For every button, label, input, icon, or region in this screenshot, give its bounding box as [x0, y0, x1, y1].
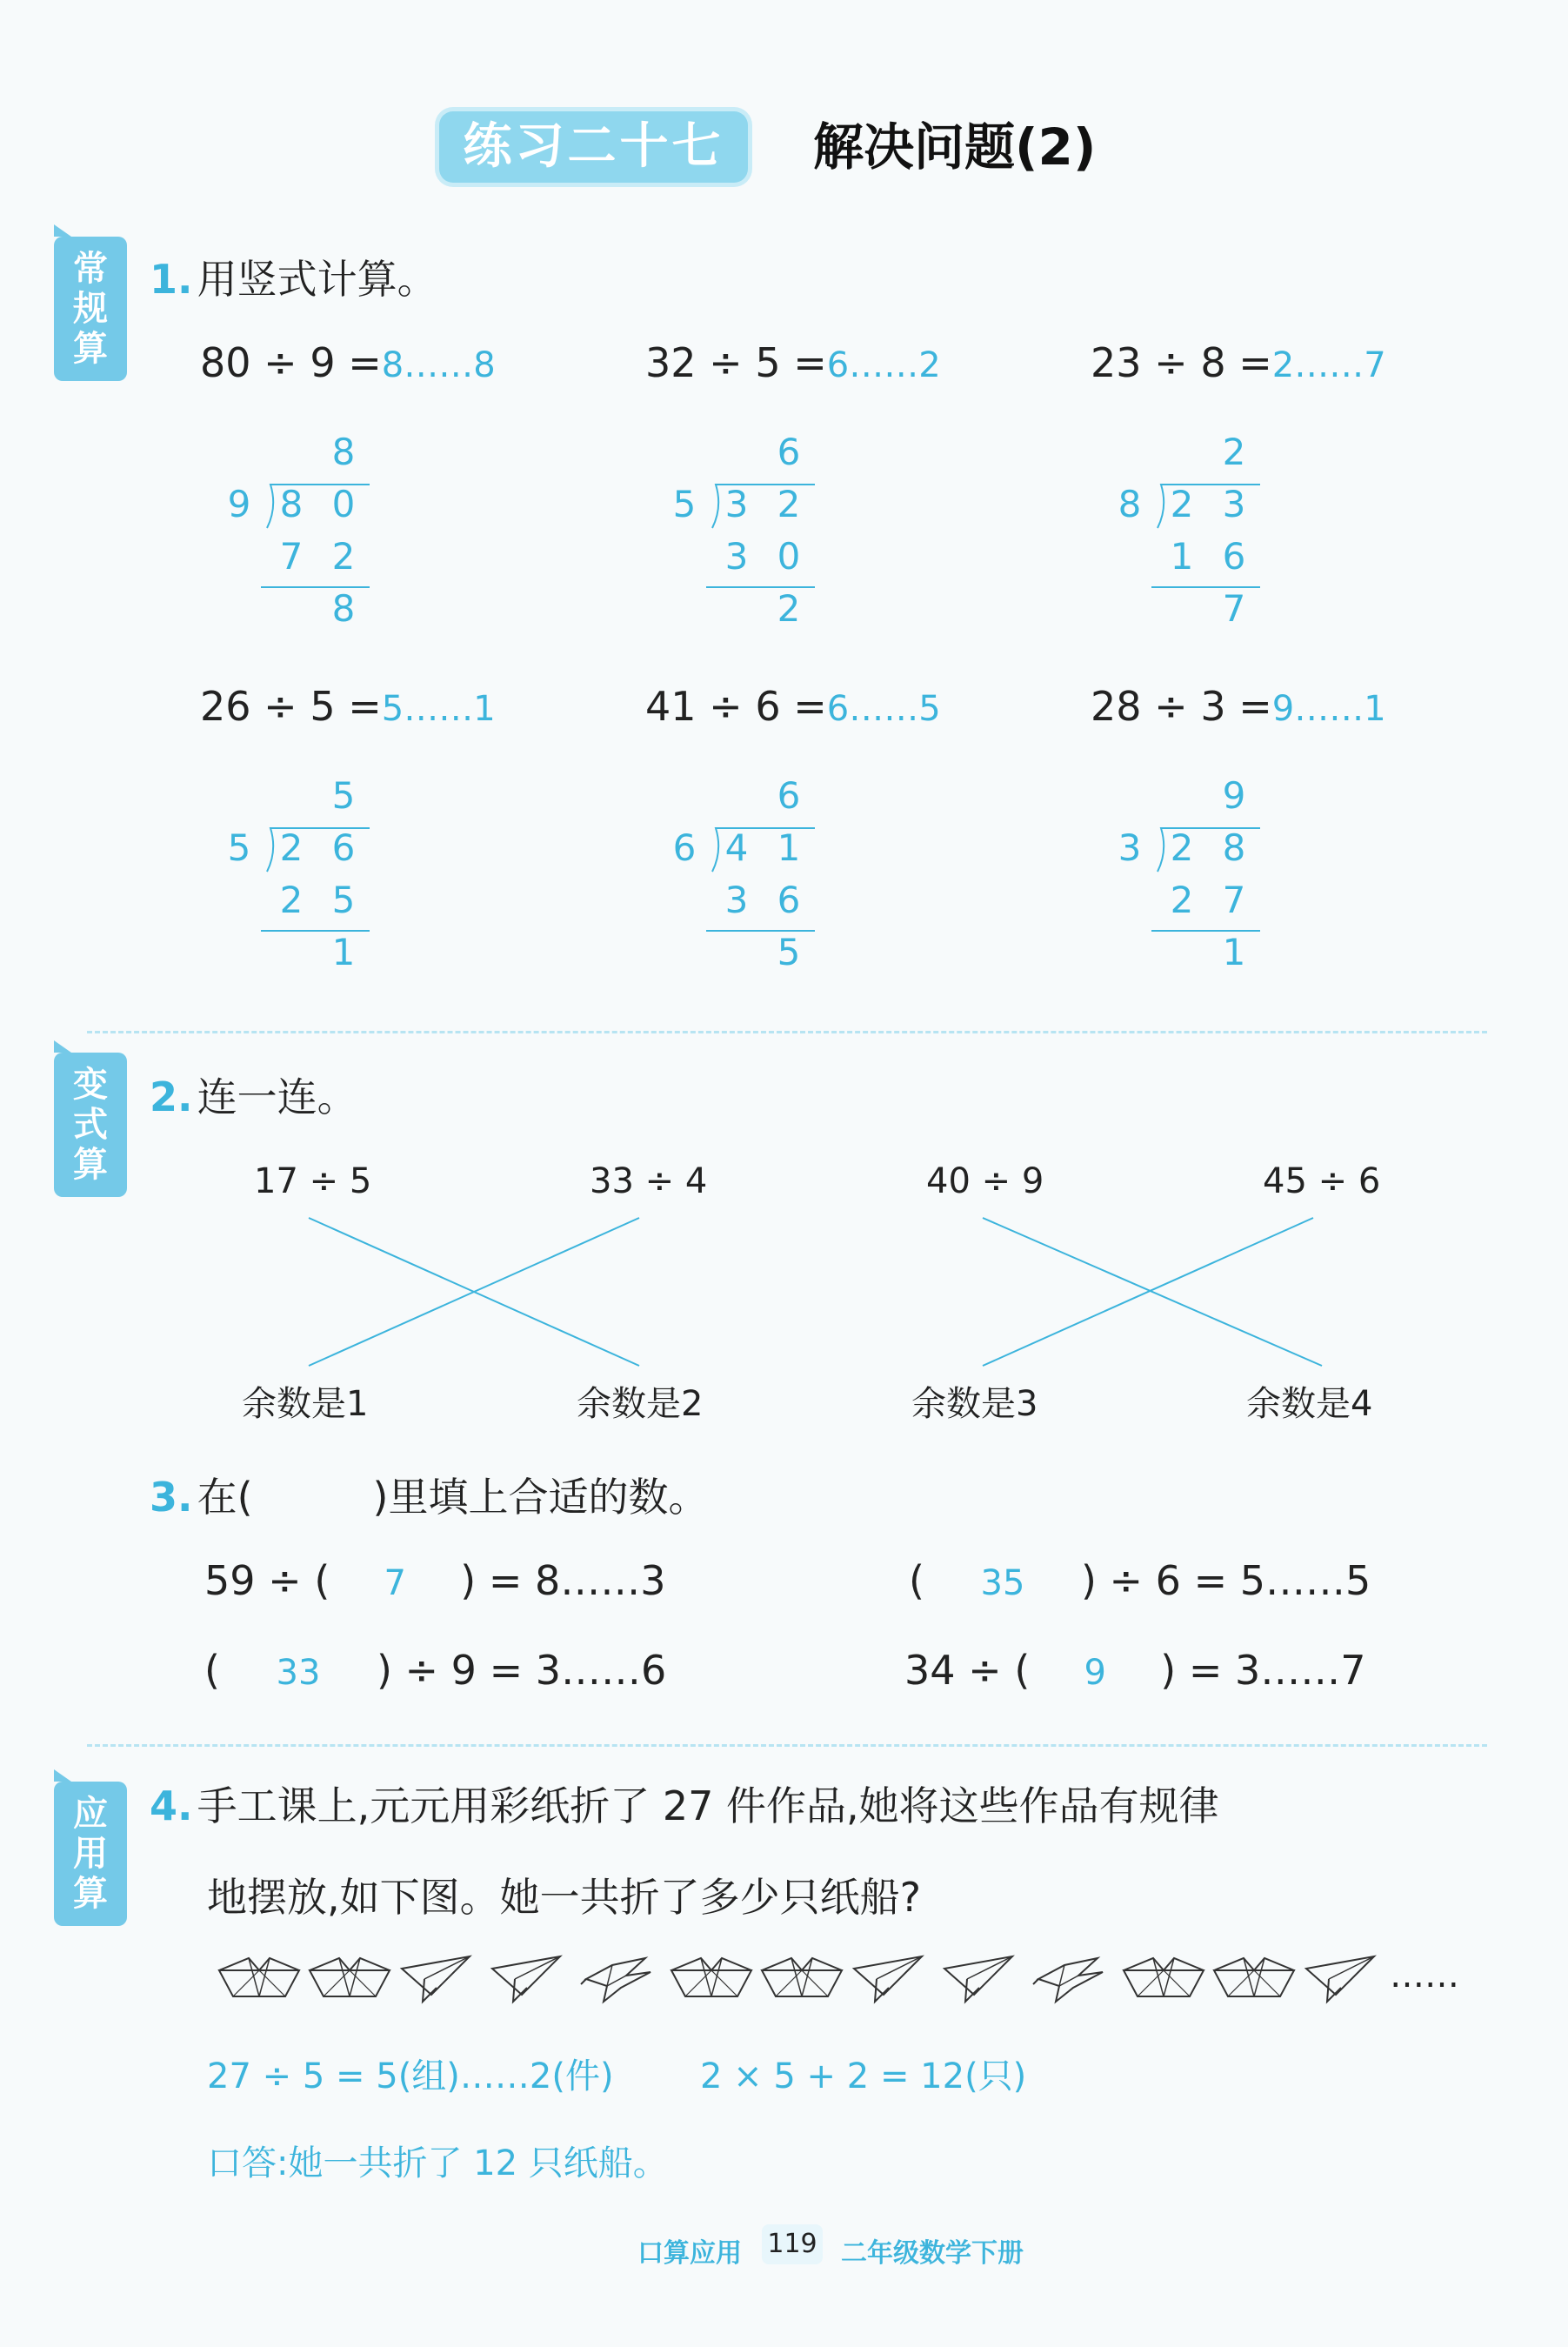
paper-boat-icon — [216, 1953, 303, 2009]
paper-plane-icon — [939, 1953, 1018, 2009]
question-1-number: 1. — [150, 256, 193, 303]
paper-boat-icon — [306, 1953, 393, 2009]
divisor-digit: 3 — [1118, 826, 1142, 869]
product-digit: 6 — [1222, 535, 1246, 578]
fill-answer-2[interactable]: 35 — [980, 1563, 1025, 1603]
quotient-digit: 5 — [331, 774, 356, 817]
dividend-digit: 2 — [1170, 826, 1194, 869]
equation-expression: 32 ÷ 5 = — [645, 339, 827, 386]
dividend-digit: 1 — [777, 826, 801, 869]
match-bottom-3[interactable]: 余数是3 — [911, 1384, 1038, 1424]
divisor-digit: 9 — [227, 483, 251, 525]
sequence-ellipsis: …… — [1390, 1956, 1459, 1996]
product-digit: 2 — [1170, 879, 1194, 921]
question-2-text: 连一连。 — [197, 1073, 357, 1120]
footer-right: 二年级数学下册 — [841, 2238, 1024, 2269]
question-3-number: 3. — [150, 1474, 193, 1521]
equation-expression: 23 ÷ 8 = — [1091, 339, 1272, 386]
question-4-number: 4. — [150, 1782, 193, 1829]
paper-plane-icon — [397, 1953, 475, 2009]
match-top-2[interactable]: 33 ÷ 4 — [590, 1161, 708, 1201]
dividend-digit: 2 — [1170, 483, 1194, 525]
dividend-digit: 3 — [1222, 483, 1246, 525]
equation-expression: 26 ÷ 5 = — [200, 683, 382, 730]
fill-item-3: ( 33 ) ÷ 9 = 3……6 — [204, 1647, 667, 1694]
product-digit: 2 — [279, 879, 304, 921]
equation-answer[interactable]: 5……1 — [381, 689, 496, 729]
remainder-digit: 8 — [331, 587, 356, 630]
equation-answer[interactable]: 8……8 — [381, 345, 496, 385]
match-bottom-1[interactable]: 余数是1 — [242, 1384, 369, 1424]
solution-step-1: 27 ÷ 5 = 5(组)……2(件) — [207, 2056, 614, 2096]
fill-answer-3[interactable]: 33 — [276, 1653, 321, 1693]
page-title: 解决问题(2) — [813, 117, 1097, 177]
product-digit: 5 — [331, 879, 356, 921]
equation-answer[interactable]: 2……7 — [1271, 345, 1386, 385]
divisor-digit: 6 — [672, 826, 697, 869]
match-top-1[interactable]: 17 ÷ 5 — [254, 1161, 372, 1201]
quotient-digit: 9 — [1222, 774, 1246, 817]
divisor-digit: 5 — [672, 483, 697, 525]
dividend-digit: 2 — [777, 483, 801, 525]
paper-crane-icon — [577, 1953, 656, 2009]
fill-answer-4[interactable]: 9 — [1084, 1653, 1106, 1693]
paper-crane-icon — [1030, 1953, 1108, 2009]
quotient-digit: 6 — [777, 774, 801, 817]
product-digit: 7 — [279, 535, 304, 578]
paper-plane-icon — [1301, 1953, 1379, 2009]
section-divider-2 — [87, 1744, 1487, 1747]
remainder-digit: 1 — [331, 931, 356, 973]
product-digit: 3 — [724, 879, 749, 921]
remainder-digit: 5 — [777, 931, 801, 973]
craft-sequence — [216, 1953, 1520, 2023]
product-digit: 0 — [777, 535, 801, 578]
exercise-badge-text: 练习二十七 — [463, 118, 724, 175]
match-top-4[interactable]: 45 ÷ 6 — [1263, 1161, 1381, 1201]
product-digit: 3 — [724, 535, 749, 578]
fill-item-4: 34 ÷ ( 9 ) = 3……7 — [904, 1647, 1366, 1694]
question-2-number: 2. — [150, 1073, 193, 1120]
dividend-digit: 8 — [279, 483, 304, 525]
quotient-digit: 6 — [777, 431, 801, 473]
fill-answer-1[interactable]: 7 — [384, 1563, 406, 1603]
dividend-digit: 0 — [331, 483, 356, 525]
remainder-digit: 7 — [1222, 587, 1246, 630]
divisor-digit: 8 — [1118, 483, 1142, 525]
equation-expression: 28 ÷ 3 = — [1091, 683, 1272, 730]
question-3-text: 在( )里填上合适的数。 — [197, 1474, 709, 1521]
match-top-3[interactable]: 40 ÷ 9 — [926, 1161, 1044, 1201]
question-3-header — [150, 1466, 708, 1523]
dividend-digit: 6 — [331, 826, 356, 869]
fill-item-2: ( 35 ) ÷ 6 = 5……5 — [909, 1557, 1371, 1604]
tag-variant: 变 式 算 — [54, 1053, 127, 1197]
dividend-digit: 8 — [1222, 826, 1246, 869]
fill-item-1: 59 ÷ ( 7 ) = 8……3 — [204, 1557, 666, 1604]
equation-answer[interactable]: 9……1 — [1271, 689, 1386, 729]
paper-boat-icon — [1120, 1953, 1207, 2009]
paper-boat-icon — [758, 1953, 845, 2009]
product-digit: 7 — [1222, 879, 1246, 921]
tag-application: 应 用 算 — [54, 1782, 127, 1926]
question-4-line-2: 地摆放,如下图。她一共折了多少只纸船? — [207, 1874, 922, 1921]
remainder-digit: 1 — [1222, 931, 1246, 973]
dividend-digit: 2 — [279, 826, 304, 869]
tag-routine: 常 规 算 — [54, 237, 127, 381]
solution-answer: 口答:她一共折了 12 只纸船。 — [207, 2143, 668, 2183]
equation-expression: 80 ÷ 9 = — [200, 339, 382, 386]
question-4-line-1: 手工课上,元元用彩纸折了 27 件作品,她将这些作品有规律 — [197, 1782, 1219, 1829]
equation-expression: 41 ÷ 6 = — [645, 683, 827, 730]
paper-plane-icon — [487, 1953, 565, 2009]
dividend-digit: 3 — [724, 483, 749, 525]
match-bottom-4[interactable]: 余数是4 — [1246, 1384, 1373, 1424]
match-bottom-2[interactable]: 余数是2 — [577, 1384, 704, 1424]
product-digit: 1 — [1170, 535, 1194, 578]
quotient-digit: 8 — [331, 431, 356, 473]
footer-left: 口算应用 — [637, 2238, 742, 2269]
paper-boat-icon — [1211, 1953, 1298, 2009]
equation-answer[interactable]: 6……2 — [826, 345, 941, 385]
question-4-header — [150, 1775, 1219, 1832]
equation-answer[interactable]: 6……5 — [826, 689, 941, 729]
dividend-digit: 4 — [724, 826, 749, 869]
remainder-digit: 2 — [777, 587, 801, 630]
page-number: 119 — [762, 2224, 823, 2264]
product-digit: 2 — [331, 535, 356, 578]
quotient-digit: 2 — [1222, 431, 1246, 473]
product-digit: 6 — [777, 879, 801, 921]
question-1-text: 用竖式计算。 — [197, 256, 437, 303]
paper-plane-icon — [849, 1953, 927, 2009]
paper-boat-icon — [668, 1953, 755, 2009]
solution-step-2: 2 × 5 + 2 = 12(只) — [700, 2056, 1027, 2096]
divisor-digit: 5 — [227, 826, 251, 869]
